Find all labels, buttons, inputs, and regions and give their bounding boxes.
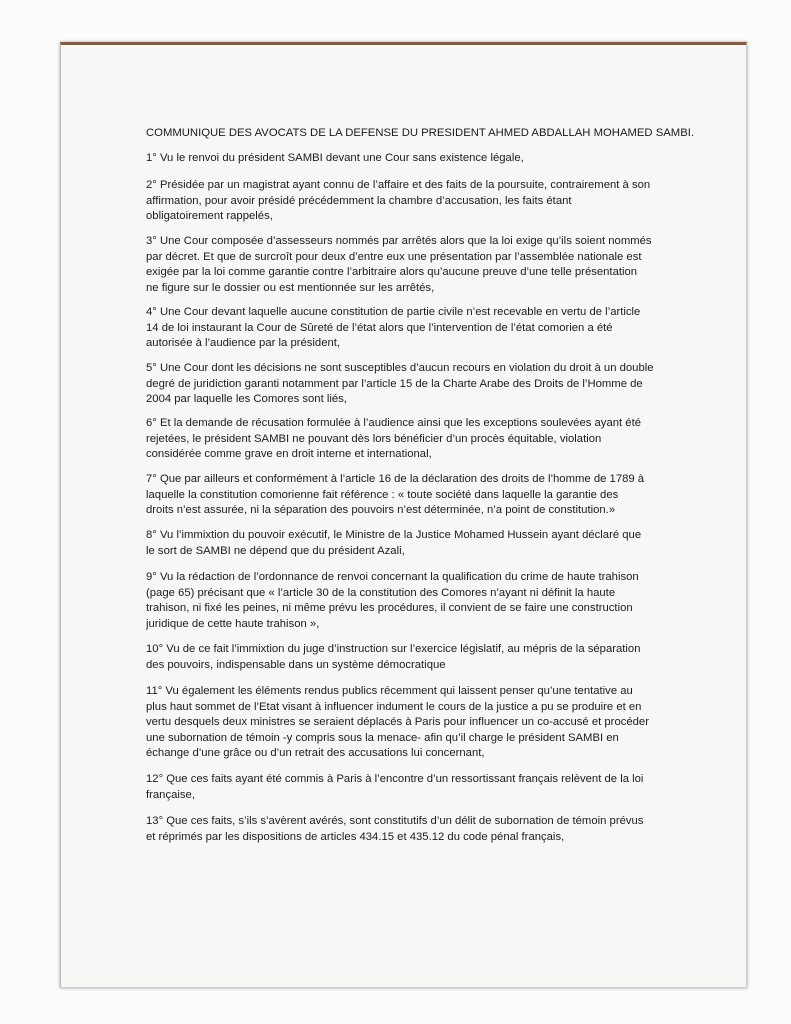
paragraph-line: droits n’est assurée, ni la séparation des pouvoirs n’est déterminée, n’a point de constitution.»	[146, 504, 616, 517]
paragraph-line: 11° Vu également les éléments rendus publics récemment qui laissent penser qu’une tentative au	[146, 685, 633, 697]
paragraph-line: 1° Vu le renvoi du président SAMBI devant une Cour sans existence légale,	[146, 152, 524, 164]
paragraph-line: 14 de loi instaurant la Cour de Sûreté de l’état alors que l’intervention de l’état comorien a été	[146, 321, 613, 334]
paragraph-line: exigée par la loi comme garantie contre l’arbitraire alors qu’aucune preuve d’une telle présentation	[146, 266, 638, 279]
paragraph-line: considérée comme grave en droit interne et international,	[146, 448, 432, 461]
paragraph-line: (page 65) précisant que « l’article 30 de la constitution des Comores n’ayant ni définit la haute	[146, 586, 616, 599]
paragraph-line: 8° Vu l’immixtion du pouvoir exécutif, le Ministre de la Justice Mohamed Hussein ayant déclaré que	[146, 529, 642, 541]
paragraph-3	[146, 234, 674, 296]
paragraph-6	[146, 416, 674, 463]
paragraph-4	[146, 305, 674, 352]
paragraph-line: 9° Vu la rédaction de l’ordonnance de renvoi concernant la qualification du crime de haute trahison	[146, 571, 639, 583]
paragraph-line: 10° Vu de ce fait l’immixtion du juge d’instruction sur l’exercice législatif, au mépris de la séparation	[146, 643, 641, 655]
paragraph-line: 7° Que par ailleurs et conformément à l’article 16 de la déclaration des droits de l’homme de 1789 à	[146, 473, 645, 485]
paragraph-7	[146, 472, 674, 519]
paragraph-9	[146, 570, 674, 632]
paragraph-line: échange d’une grâce ou d’un retrait des accusations lui concernant,	[146, 747, 485, 760]
paragraph-line: ne figure sur le dossier ou est mentionnée sur les arrêtés,	[146, 281, 435, 294]
paragraph-line: par décret. Et que de surcroît pour deux d’entre eux une présentation par l’assemblée nationale est	[146, 250, 642, 263]
paragraph-line: 2° Présidée par un magistrat ayant connu de l’affaire et des faits de la poursuite, contrairement à son	[146, 179, 651, 191]
paragraph-line: autorisée à l’audience par la président,	[146, 337, 341, 350]
paragraph-line: et réprimés par les dispositions de articles 434.15 et 435.12 du code pénal français,	[146, 830, 565, 843]
paragraph-line: le sort de SAMBI ne dépend que du président Azali,	[146, 544, 405, 557]
paragraph-line: trahison, ni fixé les peines, ni même prévu les procédures, il convient de se faire une construction	[146, 602, 633, 615]
paragraph-5	[146, 361, 674, 408]
paragraph-line: laquelle la constitution comorienne fait référence : « toute société dans laquelle la garantie des	[146, 488, 619, 501]
paragraph-line: 2004 par laquelle les Comores sont liés,	[146, 393, 347, 406]
document-title: COMMUNIQUE DES AVOCATS DE LA DEFENSE DU PRESIDENT AHMED ABDALLAH MOHAMED SAMBI.	[146, 127, 695, 139]
paragraph-line: 13° Que ces faits, s’ils s’avèrent avérés, sont constitutifs d’un délit de subornation de témoin prévus	[146, 815, 644, 827]
paragraph-line: juridique de cette haute trahison »,	[146, 617, 320, 630]
paragraph-2	[146, 178, 674, 225]
paragraph-line: 4° Une Cour devant laquelle aucune constitution de partie civile n’est recevable en vertu de l’article	[146, 306, 641, 318]
paragraph-line: une subornation de témoin -y compris sous la menace- afin qu’il charge le président SAMBI en	[146, 731, 619, 744]
paragraph-line: 5° Une Cour dont les décisions ne sont susceptibles d’aucun recours en violation du droit à un double	[146, 362, 654, 374]
paragraph-12	[146, 772, 674, 803]
paragraph-line: 6° Et la demande de récusation formulée à l’audience ainsi que les exceptions soulevées ayant été	[146, 417, 641, 429]
paragraph-line: obligatoirement rappelés,	[146, 210, 273, 223]
paragraph-line: degré de juridiction garanti notamment par l’article 15 de la Charte Arabe des Droits de l’Homme de	[146, 377, 643, 390]
paragraph-1	[146, 151, 674, 167]
paragraph-line: rejetées, le président SAMBI ne pouvant dès lors bénéficier d’un procès équitable, violation	[146, 432, 602, 445]
paragraph-13	[146, 814, 674, 845]
paragraph-8	[146, 528, 674, 559]
paragraph-line: vertu desquels deux ministres se seraient déplacés à Paris pour influencer un co-accusé et procéder	[146, 716, 649, 729]
paragraph-line: française,	[146, 788, 195, 801]
paragraph-line: affirmation, pour avoir présidé précédemment la chambre d’accusation, les faits étant	[146, 194, 572, 207]
paragraph-10	[146, 642, 674, 673]
paragraph-11	[146, 684, 674, 762]
paragraph-line: plus haut sommet de l’Etat visant à influencer indument le cours de la justice a pu se produire et en	[146, 700, 642, 713]
paragraph-line: des pouvoirs, indispensable dans un système démocratique	[146, 658, 446, 671]
paragraph-line: 3° Une Cour composée d’assesseurs nommés par arrêtés alors que la loi exige qu’ils soient nommés	[146, 235, 652, 247]
paragraph-line: 12° Que ces faits ayant été commis à Paris à l’encontre d’un ressortissant français relèvent de la loi	[146, 773, 644, 785]
